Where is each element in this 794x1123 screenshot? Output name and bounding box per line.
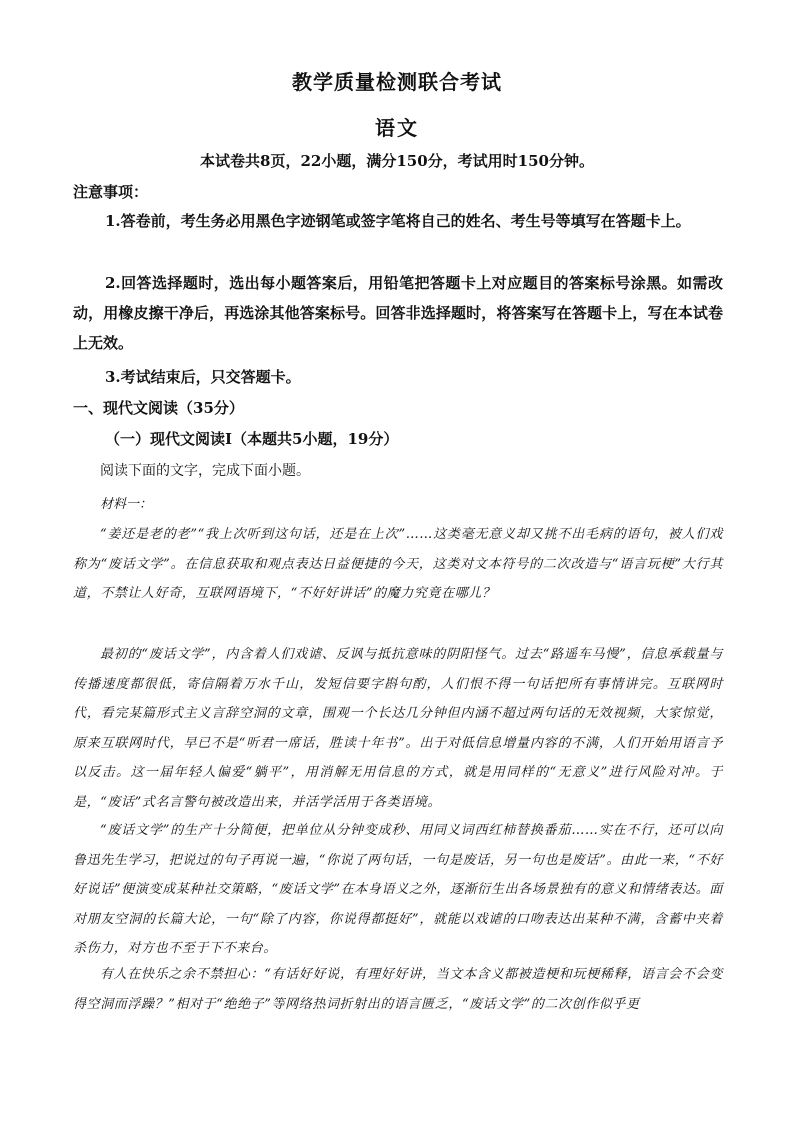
- material-paragraph: “姜还是老的老”“我上次听到这句话，还是在上次”……这类毫无意义却又挑不出毛病的语句，被人们戏称为“废话文学”。在信息获取和观点表达日益便捷的今天，这类对文本符号的二次改造与“语言玩梗”大行其道，不禁让人好奇，互联网语境下，“不好好讲话”的魔力究竟在哪儿？: [73, 527, 723, 601]
- note-item: 1.答卷前，考生务必用黑色字迹钢笔或签字笔将自己的姓名、考生号等填写在答题卡上。: [105, 212, 691, 230]
- material-label: 材料一：: [100, 497, 153, 512]
- note-item: 3.考试结束后，只交答题卡。: [105, 368, 301, 386]
- notes-heading: 注意事项：: [73, 183, 149, 201]
- section-heading: 一、现代文阅读（35分）: [73, 399, 244, 417]
- exam-title: 教学质量检测联合考试: [292, 70, 502, 94]
- reading-instruction: 阅读下面的文字，完成下面小题。: [100, 463, 310, 479]
- material-paragraph: 有人在快乐之余不禁担心：“有话好好说，有理好好讲，当文本含义都被造梗和玩梗稀释，语言会不会变得空洞而浮躁？”相对于“绝绝子”等网络热词折射出的语言匮乏，“废话文学”的二次创作似乎更: [73, 967, 723, 1012]
- note-item: 2.回答选择题时，选出每小题答案后，用铅笔把答题卡上对应题目的答案标号涂黑。如需改动，用橡皮擦干净后，再选涂其他答案标号。回答非选择题时，将答案写在答题卡上，写在本试卷上无效。: [73, 274, 723, 352]
- subsection-heading: （一）现代文阅读Ⅰ（本题共5小题，19分）: [105, 430, 399, 448]
- material-paragraph: 最初的“废话文学”，内含着人们戏谑、反讽与抵抗意味的阴阳怪气。过去“路遥车马慢”，信息承载量与传播速度都很低，寄信隔着万水千山，发短信要字斟句酌，人们恨不得一句话把所有事情讲完。互联网时代，看完某篇形式主义言辞空洞的文章，围观一个长达几分钟但内涵不超过两句话的无效视频，大家惊觉，原来互联网时代，早已不是“听君一席话，胜读十年书”。出于对低信息增量内容的不满，人们开始用语言予以反击。这一届年轻人偏爱“躺平”，用消解无用信息的方式，就是用同样的“无意义”进行风险对冲。于是，“废话”式名言警句被改造出来，并活学活用于各类语境。: [73, 647, 723, 810]
- exam-subject: 语文: [375, 116, 419, 140]
- exam-meta: 本试卷共8页，22小题，满分150分，考试用时150分钟。: [200, 152, 594, 170]
- material-paragraph: “废话文学”的生产十分简便，把单位从分钟变成秒、用同义词西红柿替换番茄……实在不行，还可以向鲁迅先生学习，把说过的句子再说一遍，“你说了两句话，一句是废话，另一句也是废话”。由此一来，“不好好说话”便演变成某种社交策略，“废话文学”在本身语义之外，逐渐衍生出各场景独有的意义和情绪表达。面对朋友空洞的长篇大论，一句“除了内容，你说得都挺好”，就能以戏谑的口吻表达出某种不满，含蓄中夹着杀伤力，对方也不至于下不来台。: [73, 823, 723, 956]
